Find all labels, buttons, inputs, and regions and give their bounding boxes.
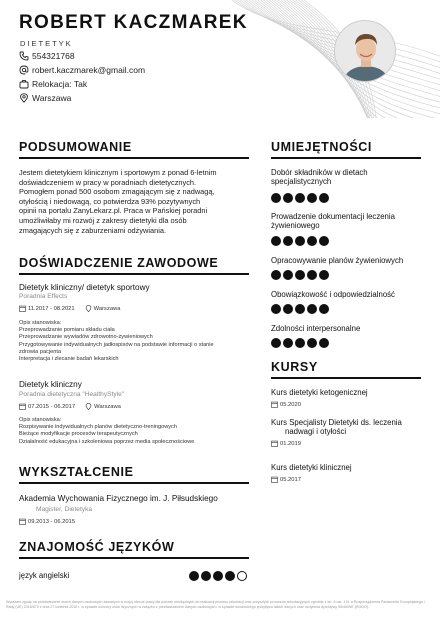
skill-rating: [271, 193, 329, 203]
rating-dot-filled: [283, 236, 293, 246]
rating-dot-filled: [271, 270, 281, 280]
calendar-icon: [19, 518, 26, 525]
language-name: język angielski: [19, 571, 70, 580]
phone-number[interactable]: 554321768: [32, 51, 75, 61]
rating-dot-filled: [319, 193, 329, 203]
rating-dot-filled: [295, 236, 305, 246]
calendar-icon: [19, 305, 26, 312]
course-date: 05.2020: [271, 401, 301, 408]
skill-item: Obowiązkowość i odpowiedzialność: [271, 290, 395, 299]
courses-title: KURSY: [271, 360, 318, 374]
briefcase-icon: [19, 79, 29, 89]
education-rule: [19, 482, 249, 484]
rating-dot-filled: [319, 304, 329, 314]
rating-dot-empty: [237, 571, 247, 581]
rating-dot-filled: [271, 338, 281, 348]
location-pin-icon: [85, 305, 92, 312]
languages-title: ZNAJOMOŚĆ JĘZYKÓW: [19, 540, 175, 554]
candidate-name: ROBERT KACZMAREK: [19, 12, 248, 33]
candidate-role: DIETETYK: [20, 39, 73, 48]
skill-rating: [271, 270, 329, 280]
calendar-icon: [271, 476, 278, 483]
skill-rating: [271, 236, 329, 246]
summary-rule: [19, 157, 249, 159]
rating-dot-filled: [283, 193, 293, 203]
skills-title: UMIEJĘTNOŚCI: [271, 140, 372, 154]
phone-icon: [19, 51, 29, 61]
summary-title: PODSUMOWANIE: [19, 140, 132, 154]
rating-dot-filled: [271, 193, 281, 203]
job-meta: 07.2015 - 06.2017 Warszawa: [19, 403, 121, 410]
rating-dot-filled: [271, 236, 281, 246]
job-title: Dietetyk kliniczny/ dietetyk sportowy: [19, 283, 150, 292]
job-description: Opis stanowiska: Rozpisywanie indywidualnych planów dietetyczno-treningowych Bieżące modyfikacje procesów terapeutycznych Działalność edukacyjna i szkoleniowa poprzez media społecznościowe: [19, 417, 195, 445]
course-date: 01.2019: [271, 440, 301, 447]
experience-title: DOŚWIADCZENIE ZAWODOWE: [19, 256, 219, 270]
skill-rating: [271, 304, 329, 314]
degree: Magister, Dietetyka: [36, 506, 93, 513]
city-text: Warszawa: [32, 93, 72, 103]
rating-dot-filled: [295, 270, 305, 280]
rating-dot-filled: [307, 304, 317, 314]
phone-row: [19, 51, 75, 61]
rating-dot-filled: [307, 338, 317, 348]
rating-dot-filled: [295, 304, 305, 314]
language-rating: [189, 571, 247, 581]
skill-item: Zdolności interpersonalne: [271, 324, 361, 333]
course-item: Kurs Specjalisty Dietetyki ds. leczenia nadwagi i otyłości: [271, 418, 402, 437]
gdpr-consent-clause: Wyrażam zgodę na przetwarzanie moich danych osobowych zawartych w mojej ofercie pracy dla potrzeb niezbędnych do realizacji procesu rekrutacji oraz przyszłych procesów rekrutacyjnych zgodnie z art. 6 ust. 1 lit. a Rozporządzenia Parlamentu Europejskiego i Rady (UE) 2016/679 z dnia 27 kwietnia 2016 r. w sprawie ochrony osób fizycznych w związku z przetwarzaniem danych osobowych i w sprawie swobodnego przepływu takich danych oraz uchylenia dyrektywy 95/46/WE (RODO).: [6, 600, 425, 609]
job-meta: 11.2017 - 08.2021 Warszawa: [19, 305, 120, 312]
rating-dot-filled: [283, 338, 293, 348]
rating-dot-filled: [319, 270, 329, 280]
calendar-icon: [271, 401, 278, 408]
course-date: 05.2017: [271, 476, 301, 483]
rating-dot-filled: [307, 193, 317, 203]
job-description: Opis stanowiska: Przeprowadzanie pomiaru składu ciała Przeprowadzanie wywiadów zdrowotno-żywieniowych Przygotowywanie indywidualnych jadłospisów na podstawie informacji o stanie zdrowia pacjenta Interpretacja i zlecanie badań lekarskich: [19, 320, 214, 363]
email-address[interactable]: robert.kaczmarek@gmail.com: [32, 65, 146, 75]
job-company: Poradnia Effects: [19, 293, 68, 300]
rating-dot-filled: [295, 193, 305, 203]
education-title: WYKSZTAŁCENIE: [19, 465, 134, 479]
rating-dot-filled: [271, 304, 281, 314]
city-row: [19, 93, 71, 103]
course-item: Kurs dietetyki ketogenicznej: [271, 388, 368, 397]
skill-rating: [271, 338, 329, 348]
relocation-row: [19, 79, 87, 89]
languages-rule: [19, 557, 249, 559]
email-row: [19, 65, 145, 75]
job-company: Poradnia dietetyczna "HealthyStyle": [19, 391, 125, 398]
relocation-text: Relokacja: Tak: [32, 79, 88, 89]
experience-rule: [19, 273, 249, 275]
courses-rule: [271, 377, 421, 379]
location-pin-icon: [19, 93, 29, 103]
job-title: Dietetyk kliniczny: [19, 380, 82, 389]
school-name: Akademia Wychowania Fizycznego im. J. Piłsudskiego: [19, 494, 218, 503]
resume-header: [0, 0, 440, 118]
rating-dot-filled: [319, 236, 329, 246]
rating-dot-filled: [201, 571, 211, 581]
skill-item: Prowadzenie dokumentacji leczenia żywieniowego: [271, 212, 395, 231]
rating-dot-filled: [213, 571, 223, 581]
rating-dot-filled: [283, 270, 293, 280]
rating-dot-filled: [225, 571, 235, 581]
skills-rule: [271, 157, 421, 159]
profile-photo: [334, 20, 396, 82]
rating-dot-filled: [295, 338, 305, 348]
skill-item: Dobór składników w dietach specjalistycznych: [271, 168, 368, 187]
rating-dot-filled: [307, 270, 317, 280]
rating-dot-filled: [319, 338, 329, 348]
at-sign-icon: [19, 65, 29, 75]
calendar-icon: [271, 440, 278, 447]
summary-text: Jestem dietetykiem klinicznym i sportowym z ponad 6-letnim doświadczeniem w pracy w poradniach dietetycznych. Pomogłem ponad 500 osobom zmagającym się z nadwagą, otyłością i niedowagą, co potwierdza 93% pozytywnych opinii na portalu ZanyLekarz.pl. Praca w Pańskiej poradni umożliwiłaby mi rozwój z zakresy dietetyki dla osób zmagających się z zaburzeniami odżywiania.: [19, 168, 217, 235]
location-pin-icon: [85, 403, 92, 410]
course-item: Kurs dietetyki klinicznej: [271, 463, 352, 472]
rating-dot-filled: [189, 571, 199, 581]
header-divider-band: [0, 118, 440, 132]
rating-dot-filled: [283, 304, 293, 314]
education-meta: 09.2013 - 06.2015: [19, 518, 75, 525]
calendar-icon: [19, 403, 26, 410]
rating-dot-filled: [307, 236, 317, 246]
skill-item: Opracowywanie planów żywieniowych: [271, 256, 404, 265]
